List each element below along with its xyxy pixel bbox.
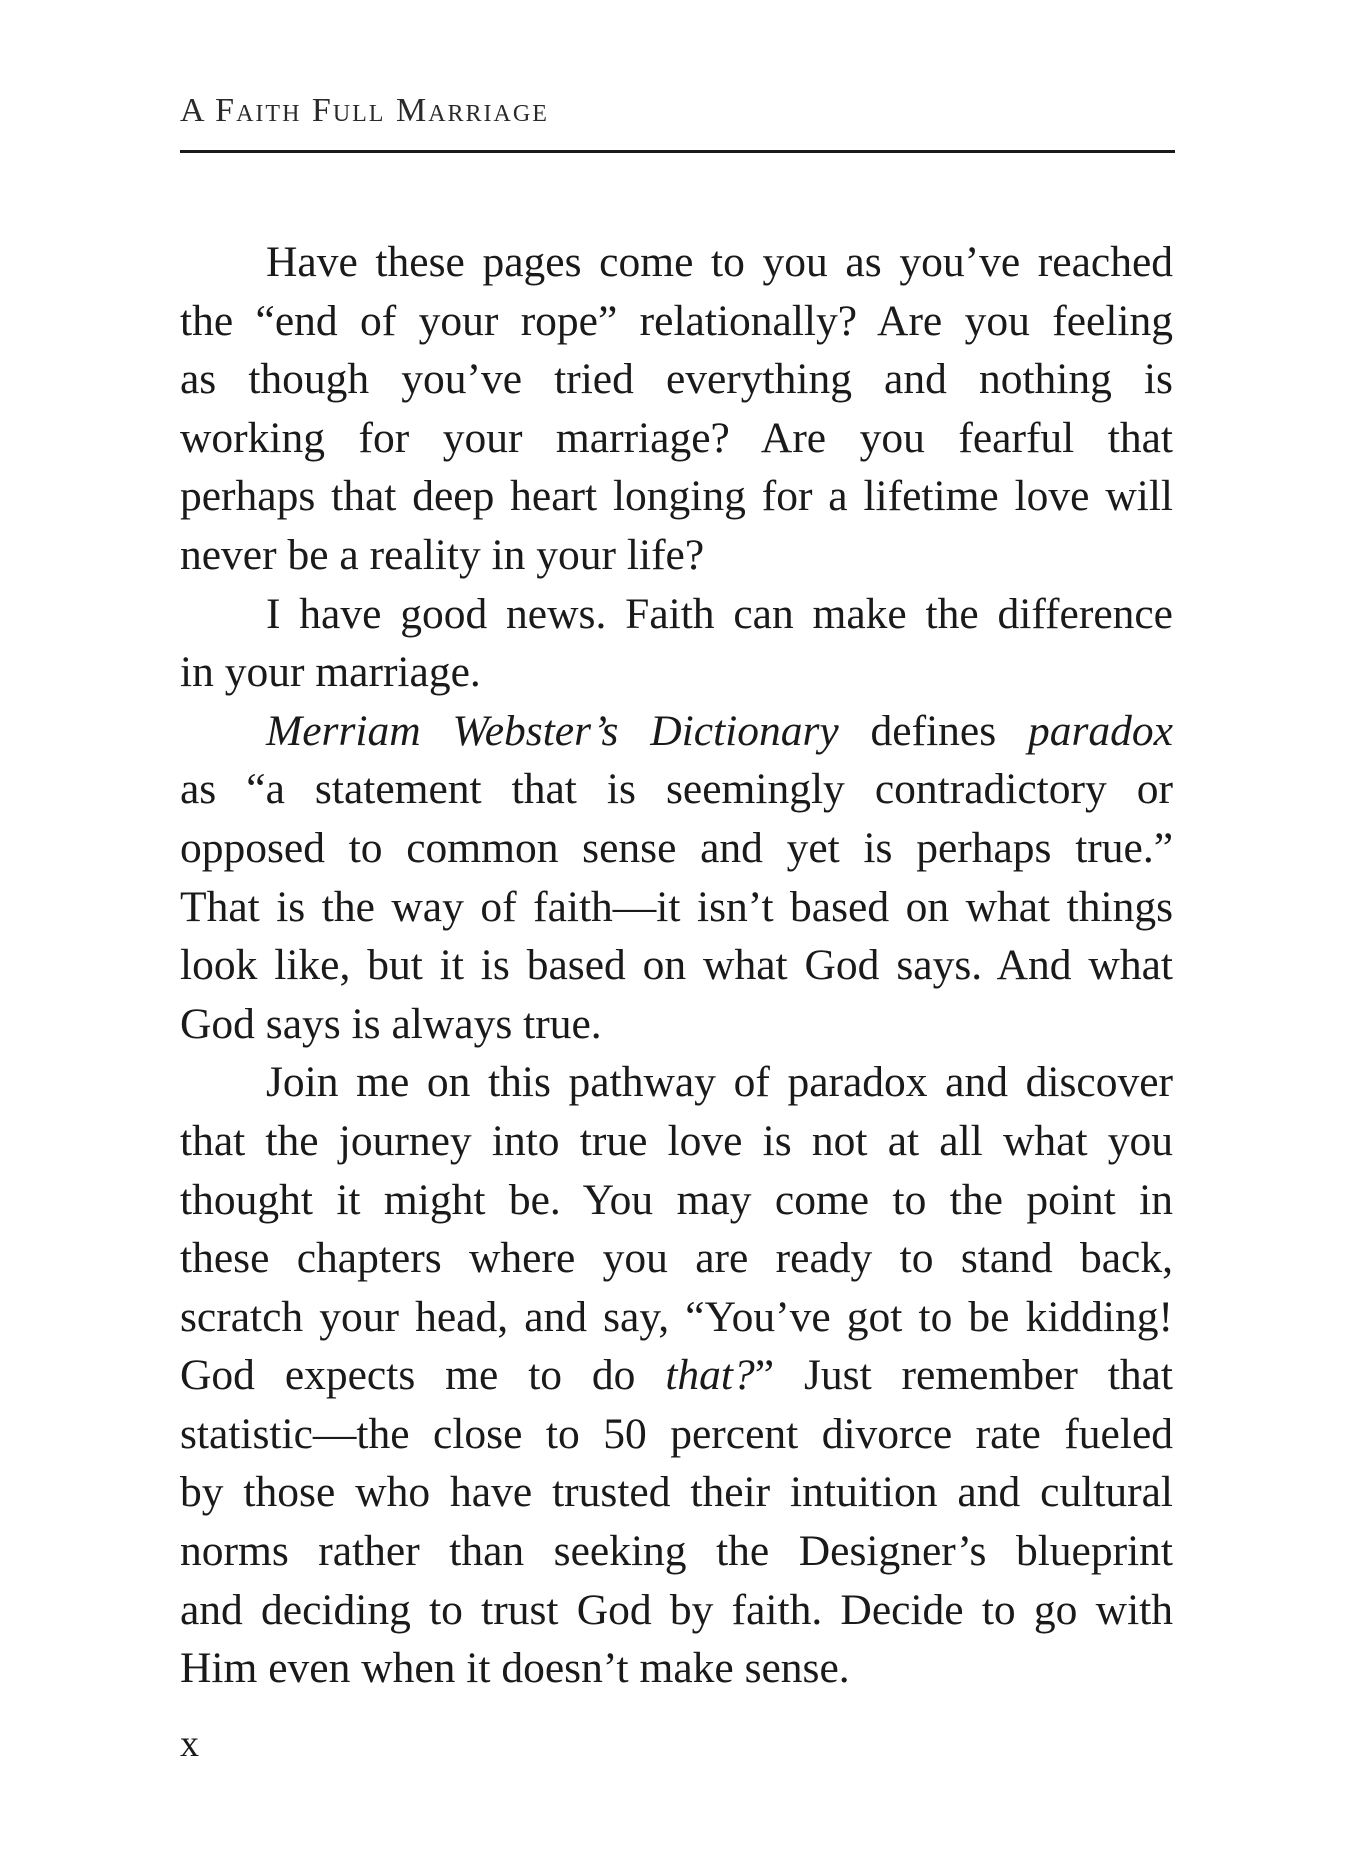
paragraph-4-line-6 [180, 1346, 1173, 1405]
paragraph-3-line-2: as “a statement that is seemingly contradictory or [180, 765, 1173, 814]
header-rule [180, 150, 1175, 153]
paragraph-4-line-5: scratch your head, and say, “You’ve got to be kidding! [180, 1292, 1173, 1341]
paragraph-4-line-8: by those who have trusted their intuition and cultural [180, 1468, 1173, 1517]
paragraph-1-line-5: perhaps that deep heart longing for a lifetime love will [180, 472, 1173, 521]
paragraph-2-line-2: in your marriage. [180, 648, 481, 697]
paragraph-3-line-5: look like, but it is based on what God says. And what [180, 941, 1173, 990]
paragraph-2-line-1: I have good news. Faith can make the difference [266, 589, 1173, 638]
paragraph-1-line-1: Have these pages come to you as you’ve reached [266, 238, 1173, 286]
running-head-title: A Faith Full Marriage [180, 92, 549, 129]
paragraph-4-line-10: and deciding to trust God by faith. Decide to go with [180, 1585, 1173, 1634]
emphasis-line-before: God expects me to do [180, 1351, 666, 1400]
paragraph-4-line-7: statistic—the close to 50 percent divorce rate fueled [180, 1409, 1173, 1458]
paragraph-1-line-6: never be a reality in your life? [180, 530, 705, 579]
paragraph-4-line-11: Him even when it doesn’t make sense. [180, 1644, 850, 1693]
page-number: x [180, 1723, 199, 1765]
paragraph-3-line-6: God says is always true. [180, 999, 602, 1048]
defines-text: defines [838, 706, 1028, 755]
paragraph-1-line-2: the “end of your rope” relationally? Are you feeling [180, 296, 1173, 345]
paragraph-4-line-3: thought it might be. You may come to the point in [180, 1175, 1173, 1224]
paragraph-1-line-4: working for your marriage? Are you fearful that [180, 413, 1173, 462]
paragraph-3-line-1 [180, 702, 1173, 761]
paragraph-3-line-4: That is the way of faith—it isn’t based on what things [180, 882, 1173, 931]
paragraph-4-line-2: that the journey into true love is not at all what you [180, 1116, 1173, 1165]
paragraph-4-line-1: Join me on this pathway of paradox and discover [266, 1058, 1173, 1107]
emphasis-line-after: ” Just remember that [754, 1351, 1173, 1400]
paragraph-4-line-9: norms rather than seeking the Designer’s blueprint [180, 1527, 1173, 1576]
emphasis-word: that? [665, 1351, 755, 1400]
body-text [180, 233, 1173, 1698]
paragraph-1-line-3: as though you’ve tried everything and nothing is [180, 355, 1173, 404]
paradox-term: paradox [1028, 706, 1173, 755]
dictionary-title: Merriam Webster’s Dictionary [266, 706, 839, 755]
paragraph-3-line-3: opposed to common sense and yet is perhaps true.” [180, 823, 1173, 872]
paragraph-4-line-4: these chapters where you are ready to stand back, [180, 1234, 1173, 1283]
